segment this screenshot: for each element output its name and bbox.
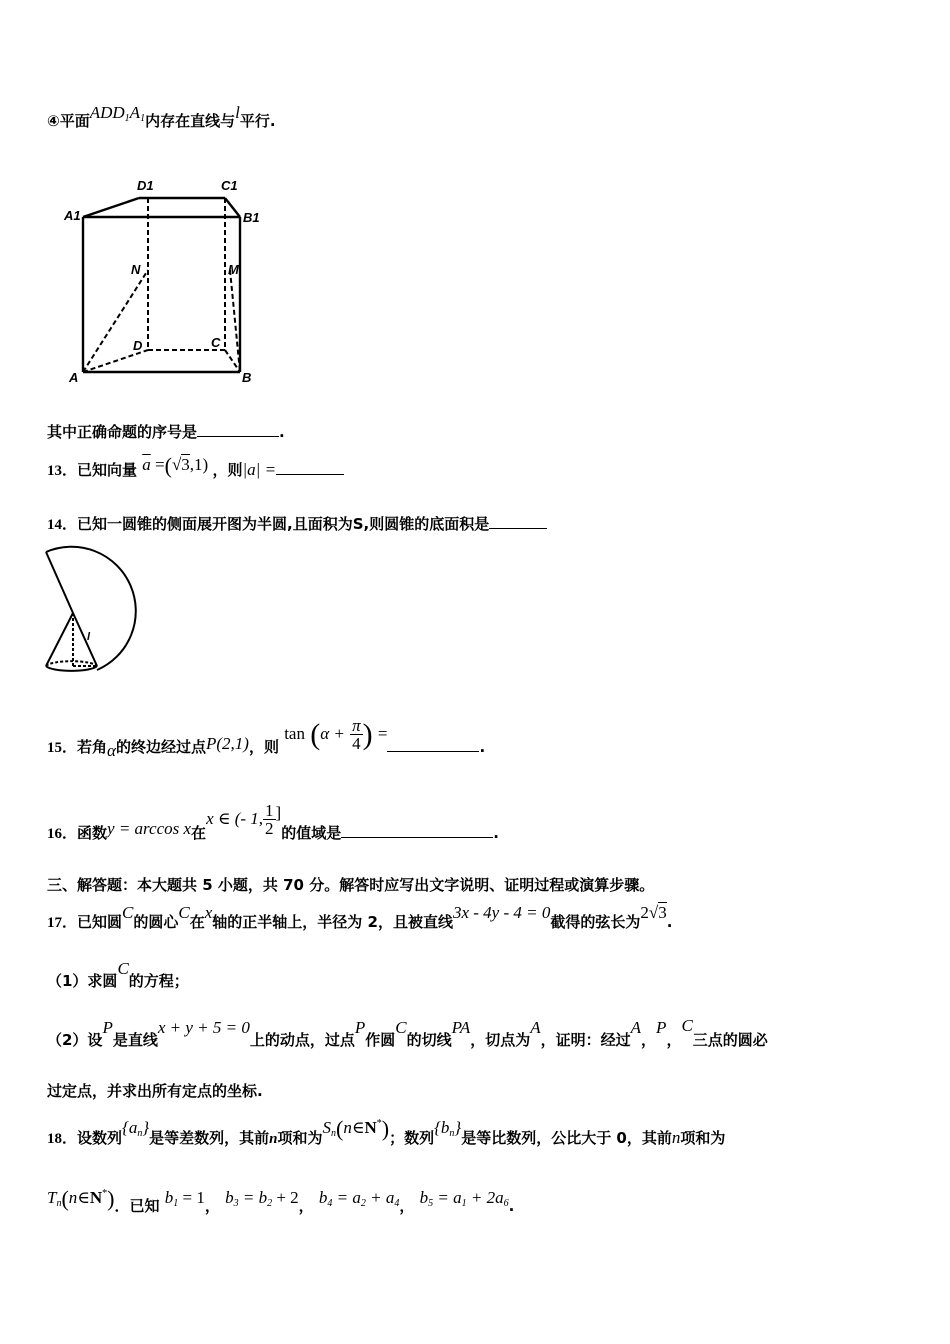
section-heading: 三、解答题：本大题共 5 小题，共 70 分。解答时应写出文字说明、证明过程或演算步骤。	[47, 876, 655, 894]
vector-a: $\overline{a}$	[142, 454, 151, 474]
q17-part2-continued: 过定点，并求出所有定点的坐标.	[47, 1082, 263, 1100]
line-l: l	[235, 103, 240, 122]
q13-number: 13．	[47, 462, 78, 479]
condition-b1: $b_1 = 1$	[164, 1187, 205, 1209]
radius-line	[46, 552, 73, 613]
answer-prompt: 其中正确命题的序号是 .	[47, 423, 285, 441]
label-a1: A1	[64, 208, 81, 223]
label-d1: D1	[137, 178, 154, 193]
answer-blank[interactable]	[197, 422, 279, 437]
line-equation: 3x - 4y - 4 = 0	[452, 903, 551, 922]
q16-blank[interactable]	[341, 823, 493, 838]
question-18: 18．设数列$\{a_n\}$是等差数列，其前n项和为$S_n(n\in N^*)$；数列$\{b_n\}$是等比数列，公比大于 0，其前n项和为	[47, 1116, 726, 1147]
abs-a: |a| =	[242, 459, 277, 479]
condition-b3: $b_3 = b_2 + 2$	[225, 1187, 299, 1209]
label-c1: C1	[221, 178, 238, 193]
condition-b5: $b_5 = a_1 + 2a_6$	[419, 1187, 509, 1209]
q17-part2: （2）设P是直线x + y + 5 = 0上的动点，过点P作圆C的切线PA，切点为A，证明：经过A，P，C三点的圆必	[47, 1016, 768, 1049]
item4-pre: 平面	[59, 112, 90, 130]
function-y: y = arccos x	[107, 819, 192, 838]
label-a: A	[69, 370, 79, 385]
line2-equation: x + y + 5 = 0	[157, 1018, 250, 1037]
label-b1: B1	[243, 210, 260, 225]
slant-label: l	[87, 631, 91, 643]
question-17: 17．已知圆C的圆心C在x轴的正半轴上，半径为 2，且被直线3x - 4y - 4 = 0截得的弦长为2√3.	[47, 903, 673, 931]
q15-blank[interactable]	[387, 737, 479, 752]
plane-name: ADD	[89, 103, 125, 122]
edge-a-d	[83, 350, 148, 372]
item4-line: ④平面$ADD_1A_1$内存在直线与l平行.	[47, 103, 276, 130]
condition-b4: $b_4 = a_2 + a_4$	[318, 1187, 400, 1209]
question-14: 14．已知一圆锥的侧面展开图为半圆,且面积为S,则圆锥的底面积是	[47, 513, 547, 534]
question-16: 16．函数y = arccos x在x ∈ (- 1, $\frac{1}{2}$ ]的值域是 .	[47, 801, 499, 842]
label-m: M	[228, 262, 239, 277]
label-d: D	[133, 338, 143, 353]
question-13: 13．已知向量 $\overline{a} =(√3,1)$ ，则|a| =	[47, 458, 344, 484]
alpha: α	[107, 741, 116, 760]
cube-figure	[55, 170, 275, 390]
question-18-continued: $T_n(n\in N^*)$．已知 $b_1 = 1$， $b_3 = b_2 + 2$， $b_4 = a_2 + a_4$， $b_5 = a_1 + 2a_6$.	[47, 1186, 515, 1215]
q17-part1: （1）求圆C的方程；	[47, 959, 189, 990]
label-b: B	[242, 370, 252, 385]
cone-left-edge	[46, 613, 73, 666]
cone-figure	[40, 540, 160, 680]
label-c: C	[211, 335, 221, 350]
item4-marker: ④	[47, 112, 60, 130]
segment-m-b	[230, 270, 240, 372]
q13-blank[interactable]	[276, 460, 344, 475]
segment-a-n	[83, 270, 148, 372]
label-n: N	[131, 262, 141, 277]
q14-blank[interactable]	[489, 514, 547, 529]
edge-a1-d1	[83, 198, 139, 217]
cone-right-edge	[73, 613, 97, 666]
question-15: 15．若角α的终边经过点P(2,1)，则 tan (α + $\frac{\pi}{4}$ ) =.	[47, 716, 486, 760]
point-p: P(2,1)	[205, 734, 249, 753]
edge-c1-b1	[225, 198, 240, 217]
